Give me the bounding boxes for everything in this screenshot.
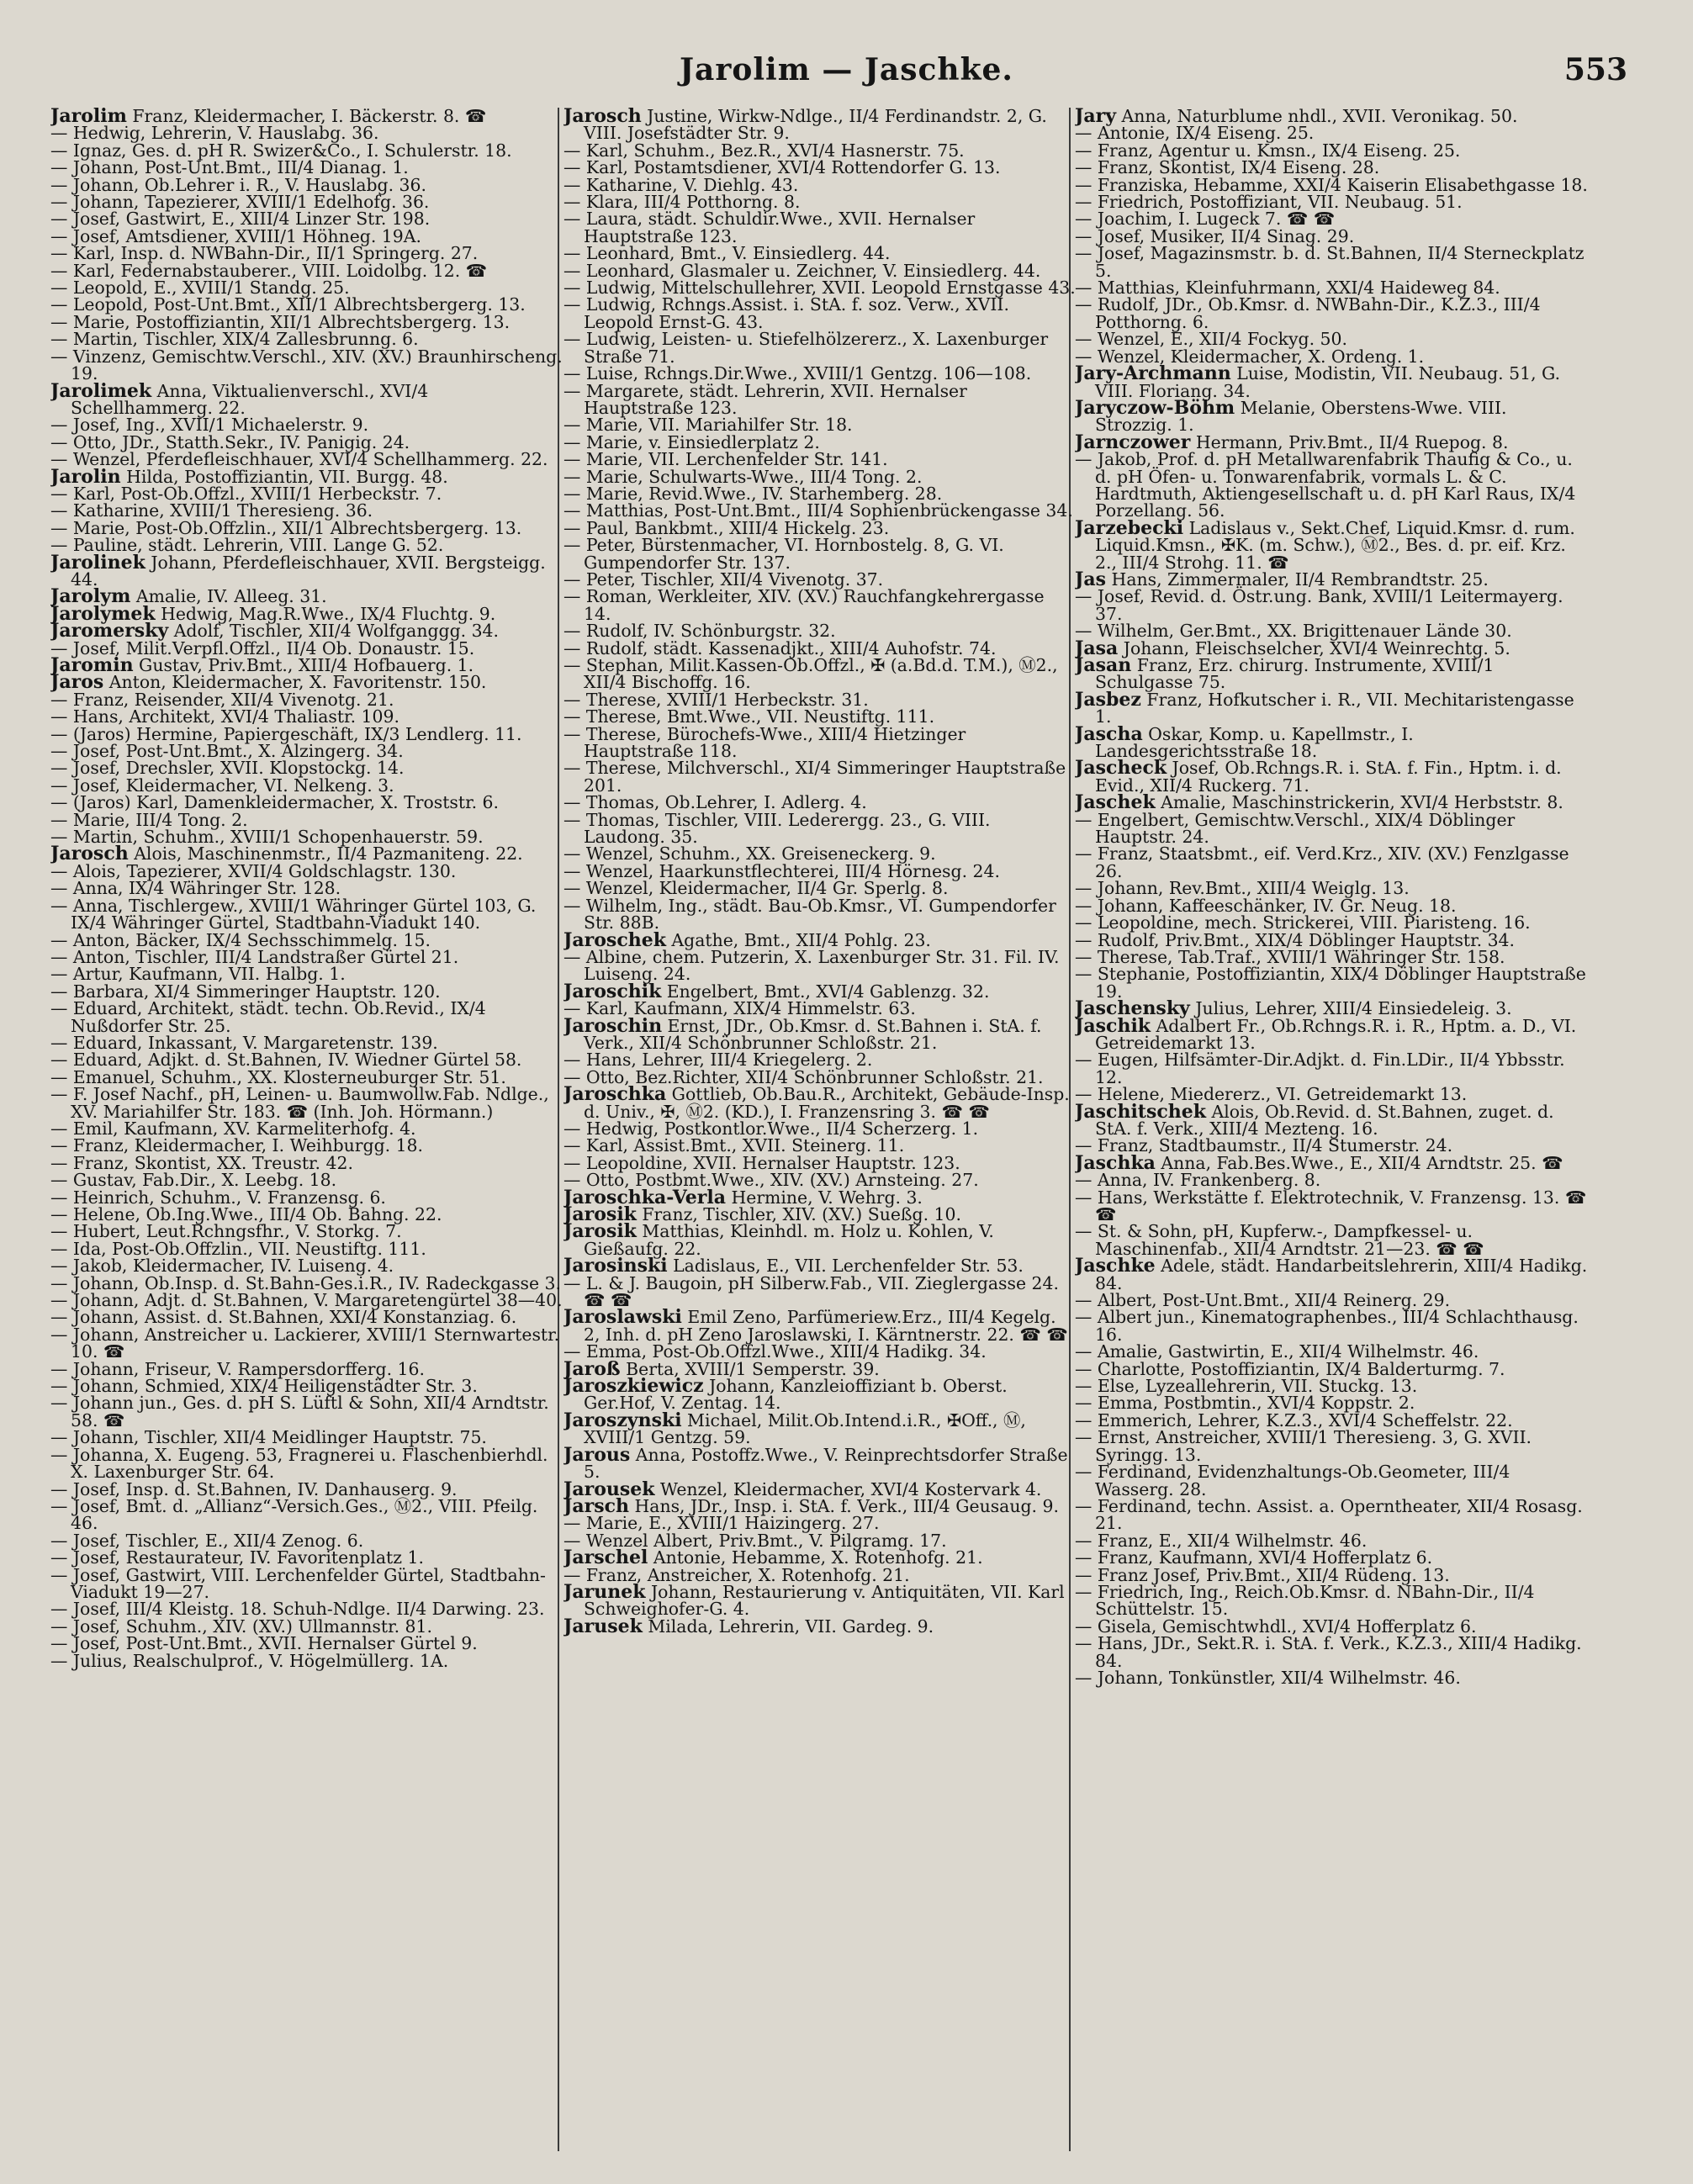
directory-entry: — Ida, Post-Ob.Offzlin., VII. Neustiftg. 111. [50, 1238, 426, 1259]
directory-entry: — Margarete, städt. Lehrerin, XVII. Hernalser Hauptstraße 123. [563, 380, 967, 418]
directory-entry: Jaschensky Julius, Lehrer, XIII/4 Einsiedeleig. 3. [1075, 997, 1512, 1020]
directory-entry: — Martin, Schuhm., XVIII/1 Schopenhauerstr. 59. [50, 827, 484, 848]
surname-heading: Jarous [563, 1443, 631, 1466]
surname-heading: Jaryczow-Böhm [1075, 396, 1235, 419]
directory-entry: — Anna, IX/4 Währinger Str. 128. [50, 878, 341, 899]
directory-entry: — Klara, III/4 Potthorng. 8. [563, 192, 801, 213]
directory-entry: Jarolinek Johann, Pferdefleischhauer, XVII. Bergsteigg. 44. [50, 551, 546, 590]
directory-entry: Jaroschik Engelbert, Bmt., XVI/4 Gablenzg. 32. [563, 980, 990, 1002]
directory-entry: — Vinzenz, Gemischtw.Verschl., XIV. (XV.) Braunhirscheng. 19. [50, 346, 563, 384]
directory-entry: — Karl, Insp. d. NWBahn-Dir., II/1 Springerg. 27. [50, 243, 479, 264]
directory-entry: Jas Hans, Zimmermaler, II/4 Rembrandtstr. 25. [1075, 568, 1489, 590]
directory-entry: Jasbez Franz, Hofkutscher i. R., VII. Mechitaristengasse 1. [1075, 688, 1574, 727]
directory-entry: Jasa Johann, Fleischselcher, XVI/4 Weinrechtg. 5. [1075, 637, 1510, 659]
directory-entry: — Franz, Staatsbmt., eif. Verd.Krz., XIV. (XV.) Fenzlgasse 26. [1075, 843, 1569, 881]
directory-entry: — Gustav, Fab.Dir., X. Leebg. 18. [50, 1170, 337, 1191]
directory-entry: — Marie, III/4 Tong. 2. [50, 809, 248, 830]
directory-entry: Jaroschek Agathe, Bmt., XII/4 Pohlg. 23. [563, 928, 931, 951]
surname-heading: Jaschitschek [1075, 1100, 1206, 1123]
directory-entry: Jary-Archmann Luise, Modistin, VII. Neubaug. 51, G. VIII. Floriang. 34. [1075, 362, 1561, 401]
directory-entry: Jarosinski Ladislaus, E., VII. Lerchenfelder Str. 53. [563, 1255, 1024, 1277]
surname-heading: Jarnczower [1075, 431, 1191, 453]
directory-entry: Jaromin Gustav, Priv.Bmt., XIII/4 Hofbauerg. 1. [50, 654, 474, 676]
surname-heading: Jarolym [50, 585, 131, 608]
directory-entry: Jaroschka Gottlieb, Ob.Bau.R., Architekt, Gebäude-Insp. d. Univ., ✠, Ⓜ2. (KD.), I. Franzensring 3. ☎ ☎ [563, 1083, 1070, 1122]
directory-entry: — Martin, Tischler, XIX/4 Zallesbrunng. 6. [50, 329, 419, 350]
directory-entry: — Ludwig, Leisten- u. Stiefelhölzererz., X. Laxenburger Straße 71. [563, 329, 1049, 367]
directory-entry: — Johann, Schmied, XIX/4 Heiligenstädter Str. 3. [50, 1376, 478, 1397]
surname-heading: Jaroß [563, 1357, 621, 1380]
surname-heading: Jarsch [563, 1494, 630, 1517]
directory-entry: — Stephanie, Postoffiziantin, XIX/4 Döblinger Hauptstraße 19. [1075, 964, 1586, 1002]
surname-heading: Jasbez [1075, 688, 1141, 711]
directory-entry: — Ludwig, Rchngs.Assist. i. StA. f. soz. Verw., XVII. Leopold Ernst-G. 43. [563, 294, 1009, 332]
directory-entry: — Ernst, Anstreicher, XVIII/1 Theresieng. 3, G. XVII. Syringg. 13. [1075, 1427, 1532, 1465]
surname-heading: Jarosch [50, 843, 129, 865]
surname-heading: Jarolin [50, 465, 121, 488]
directory-entry: — Josef, Gastwirt, E., XIII/4 Linzer Str. 198. [50, 209, 431, 230]
surname-heading: Jarolinek [50, 551, 145, 574]
directory-entry: — Barbara, XI/4 Simmeringer Hauptstr. 120. [50, 981, 441, 1002]
directory-entry: — Hans, Lehrer, III/4 Kriegelerg. 2. [563, 1050, 873, 1071]
directory-entry: — Marie, Postoffiziantin, XII/1 Albrechtsbergerg. 13. [50, 311, 511, 332]
directory-entry: — Karl, Post-Ob.Offzl., XVIII/1 Herbeckstr. 7. [50, 483, 442, 504]
directory-entry: — Artur, Kaufmann, VII. Halbg. 1. [50, 964, 346, 985]
directory-entry: — Hans, Architekt, XVI/4 Thaliastr. 109. [50, 706, 399, 727]
directory-entry: — Joachim, I. Lugeck 7. ☎ ☎ [1075, 209, 1336, 230]
directory-entry: — Johann, Ob.Lehrer i. R., V. Hauslabg. 36. [50, 174, 426, 195]
directory-entry: — Leonhard, Bmt., V. Einsiedlerg. 44. [563, 243, 891, 264]
directory-entry: — Marie, v. Einsiedlerplatz 2. [563, 431, 820, 452]
directory-entry: Jaschka Anna, Fab.Bes.Wwe., E., XII/4 Arndtstr. 25. ☎ [1075, 1151, 1563, 1174]
directory-entry: Jascheck Josef, Ob.Rchngs.R. i. StA. f. Fin., Hptm. i. d. Evid., XII/4 Ruckerg. 71. [1075, 757, 1562, 796]
directory-entry: — Heinrich, Schuhm., V. Franzensg. 6. [50, 1187, 386, 1208]
directory-entry: — Emanuel, Schuhm., XX. Klosterneuburger Str. 51. [50, 1066, 506, 1087]
directory-entry: — Anna, IV. Frankenberg. 8. [1075, 1170, 1321, 1191]
surname-heading: Jaroszynski [563, 1409, 682, 1431]
directory-entry: — Franz, Reisender, XII/4 Vivenotg. 21. [50, 689, 394, 710]
directory-entry: — Peter, Tischler, XII/4 Vivenotg. 37. [563, 568, 884, 590]
directory-entry: Jary Anna, Naturblume nhdl., XVII. Veronikag. 50. [1075, 108, 1588, 124]
directory-entry: — Marie, Revid.Wwe., IV. Starhemberg. 28. [563, 483, 943, 504]
directory-entry: — Marie, VII. Lerchenfelder Str. 141. [563, 449, 888, 470]
directory-entry: — Else, Lyzeallehrerin, VII. Stuckg. 13. [1075, 1376, 1418, 1397]
directory-entry: — Ferdinand, Evidenzhaltungs-Ob.Geometer, III/4 Wasserg. 28. [1075, 1462, 1510, 1499]
directory-entry: Jarschel Antonie, Hebamme, X. Rotenhofg. 21. [563, 1547, 983, 1569]
directory-entry: — Franziska, Hebamme, XXI/4 Kaiserin Elisabethgasse 18. [1075, 174, 1588, 195]
directory-entry: Jarunek Johann, Restaurierung v. Antiquitäten, VII. Karl Schweighofer-G. 4. [563, 1580, 1065, 1620]
directory-entry: — Therese, XVIII/1 Herbeckstr. 31. [563, 689, 869, 710]
surname-heading: Jaschka [1075, 1151, 1156, 1174]
column-left [50, 108, 563, 2160]
directory-entry: — Wilhelm, Ger.Bmt., XX. Brigittenauer Lände 30. [1075, 621, 1512, 642]
directory-entry: Jaschik Adalbert Fr., Ob.Rchngs.R. i. R., Hptm. a. D., VI. Getreidemarkt 13. [1075, 1014, 1577, 1053]
directory-entry: Jarnczower Hermann, Priv.Bmt., II/4 Ruepog. 8. [1075, 431, 1509, 453]
directory-entry: — Wenzel, Haarkunstflechterei, III/4 Hörnesg. 24. [563, 860, 1000, 881]
directory-entry: Jaroszkiewicz Johann, Kanzleioffiziant b. Oberst. Ger.Hof, V. Zentag. 14. [563, 1375, 1008, 1414]
directory-entry: — Josef, Revid. d. Östr.ung. Bank, XVIII/1 Leitermayerg. 37. [1075, 586, 1563, 624]
directory-entry: — Albert jun., Kinematographenbes., III/4 Schlachthausg. 16. [1075, 1307, 1579, 1345]
directory-entry: — Johann, Anstreicher u. Lackierer, XVIII/1 Sternwartestr. 10. ☎ [50, 1324, 560, 1362]
directory-entry: — Josef, Musiker, II/4 Sinag. 29. [1075, 225, 1355, 246]
directory-entry: — Luise, Rchngs.Dir.Wwe., XVIII/1 Gentzg. 106—108. [563, 363, 1032, 384]
directory-entry: — Johann, Friseur, V. Rampersdorfferg. 16. [50, 1358, 425, 1379]
surname-heading: Jaromin [50, 654, 134, 676]
surname-heading: Jaromersky [50, 620, 169, 643]
surname-heading: Jarousek [563, 1478, 655, 1500]
directory-entry: — Hubert, Leut.Rchngsfhr., V. Storkg. 7. [50, 1221, 402, 1242]
directory-entry: — Leopoldine, XVII. Hernalser Hauptstr. 123. [563, 1152, 960, 1173]
directory-entry: — Gisela, Gemischtwhdl., XVI/4 Hofferplatz 6. [1075, 1616, 1477, 1637]
directory-entry: — Josef, Restaurateur, IV. Favoritenplatz 1. [50, 1547, 424, 1568]
directory-entry: — Charlotte, Postoffiziantin, IX/4 Balderturmg. 7. [1075, 1358, 1505, 1379]
directory-entry: Jaschitschek Alois, Ob.Revid. d. St.Bahnen, zuget. d. StA. f. Verk., XIII/4 Mezteng. 16. [1075, 1100, 1554, 1139]
directory-entry: — Wenzel, Schuhm., XX. Greiseneckerg. 9. [563, 843, 936, 865]
directory-entry: — Otto, JDr., Statth.Sekr., IV. Panigig. 24. [50, 431, 410, 452]
directory-entry: — Hedwig, Postkontlor.Wwe., II/4 Scherzerg. 1. [563, 1118, 979, 1139]
directory-entry: — Therese, Bmt.Wwe., VII. Neustiftg. 111. [563, 706, 935, 727]
surname-heading: Jas [1075, 568, 1107, 590]
directory-entry: — Albine, chem. Putzerin, X. Laxenburger Str. 31. Fil. IV. Luiseng. 24. [563, 946, 1060, 985]
directory-entry: Jaros Anton, Kleidermacher, X. Favoritenstr. 150. [50, 671, 487, 694]
directory-entry: — Josef, Milit.Verpfl.Offzl., II/4 Ob. Donaustr. 15. [50, 637, 475, 658]
directory-entry: — Emil, Kaufmann, XV. Karmeliterhofg. 4. [50, 1118, 416, 1139]
directory-entry: — Wenzel Albert, Priv.Bmt., V. Pilgramg. 17. [563, 1530, 947, 1551]
directory-entry: — Pauline, städt. Lehrerin, VIII. Lange G. 52. [50, 535, 444, 556]
directory-entry: — Hans, JDr., Sekt.R. i. StA. f. Verk., K.Z.3., XIII/4 Hadikg. 84. [1075, 1633, 1582, 1671]
directory-entry: Jarzebecki Ladislaus v., Sekt.Chef, Liquid.Kmsr. d. rum. Liquid.Kmsn., ✠K. (m. Schw.), Ⓜ2., Bes. d. pr. eif. Krz. 2., III/4 Strohg. 11. ☎ [1075, 516, 1575, 573]
directory-entry: — Julius, Realschulprof., V. Högelmüllerg. 1A. [50, 1650, 449, 1671]
directory-entry: — Josef, Amtsdiener, XVIII/1 Höhneg. 19A. [50, 225, 421, 246]
directory-entry: — Franz, Skontist, IX/4 Eiseng. 28. [1075, 157, 1380, 178]
directory-entry: — Helene, Miedererz., VI. Getreidemarkt 13. [1075, 1084, 1468, 1105]
surname-heading: Jasan [1075, 654, 1132, 676]
directory-entry: — Leopold, E., XVIII/1 Standg. 25. [50, 278, 350, 299]
directory-entry: — Paul, Bankbmt., XIII/4 Hickelg. 23. [563, 517, 890, 538]
directory-entry: — Johann, Tapezierer, XVIII/1 Edelhofg. 36. [50, 192, 430, 213]
directory-entry: Jarosch Alois, Maschinenmstr., II/4 Pazmaniteng. 22. [50, 843, 523, 865]
surname-heading: Jaroslawski [563, 1306, 682, 1329]
directory-entry: — Karl, Federnabstauberer., VIII. Loidolbg. 12. ☎ [50, 260, 488, 281]
directory-entry: — Josef, Post-Unt.Bmt., XVII. Hernalser Gürtel 9. [50, 1633, 478, 1654]
directory-entry: — Leopold, Post-Unt.Bmt., XII/1 Albrechtsbergerg. 13. [50, 294, 526, 315]
directory-entry: — Wilhelm, Ing., städt. Bau-Ob.Kmsr., VI. Gumpendorfer Str. 88B. [563, 895, 1056, 933]
directory-entry: — Franz, Skontist, XX. Treustr. 42. [50, 1152, 353, 1173]
directory-entry: — Jakob, Kleidermacher, IV. Luiseng. 4. [50, 1256, 394, 1277]
directory-entry: — F. Josef Nachf., pH, Leinen- u. Baumwollw.Fab. Ndlge., XV. Mariahilfer Str. 183. ☎ (Inh. Joh. Hörmann.) [50, 1084, 549, 1122]
directory-entry: — Josef, Kleidermacher, VI. Nelkeng. 3. [50, 775, 394, 796]
surname-heading: Jary [1075, 108, 1117, 127]
directory-entry: — Karl, Postamtsdiener, XVI/4 Rottendorfer G. 13. [563, 157, 1001, 178]
directory-entry: — Marie, E., XVIII/1 Haizingerg. 27. [563, 1513, 880, 1534]
directory-entry: — Josef, Drechsler, XVII. Klopstockg. 14. [50, 758, 405, 779]
directory-entry: — Katharine, XVIII/1 Theresieng. 36. [50, 500, 373, 521]
directory-entry: Jarolin Hilda, Postoffiziantin, VII. Burgg. 48. [50, 465, 448, 488]
surname-heading: Jaschek [1075, 791, 1156, 814]
surname-heading: Jaroschin [563, 1014, 663, 1037]
surname-heading: Jaros [50, 671, 104, 694]
surname-heading: Jaroschek [563, 928, 666, 951]
directory-entry: Jaroslawski Emil Zeno, Parfümeriew.Erz., III/4 Kegelg. 2, Inh. d. pH Zeno Jaroslawski, I. Kärntnerstr. 22. ☎ ☎ [563, 1306, 1068, 1345]
directory-entry: — Ferdinand, techn. Assist. a. Operntheater, XII/4 Rosasg. 21. [1075, 1495, 1583, 1534]
directory-entry: — Friedrich, Ing., Reich.Ob.Kmsr. d. NBahn-Dir., II/4 Schüttelstr. 15. [1075, 1581, 1535, 1620]
directory-entry: — Matthias, Post-Unt.Bmt., III/4 Sophienbrückengasse 34. [563, 500, 1073, 521]
directory-entry: — Wenzel, Kleidermacher, X. Ordeng. 1. [1075, 346, 1425, 367]
directory-entry: — Stephan, Milit.Kassen-Ob.Offzl., ✠ (a.Bd.d. T.M.), Ⓜ2., XII/4 Bischoffg. 16. [563, 655, 1058, 693]
surname-heading: Jaschensky [1075, 997, 1190, 1020]
surname-heading: Jarolymek [50, 602, 156, 625]
directory-entry: — Josef, Magazinsmstr. b. d. St.Bahnen, II/4 Sterneckplatz 5. [1075, 243, 1585, 281]
directory-entry: Jarosik Matthias, Kleinhdl. m. Holz u. Kohlen, V. Gießaufg. 22. [563, 1220, 994, 1259]
directory-entry: — Wenzel, Kleidermacher, II/4 Gr. Sperlg. 8. [563, 878, 949, 899]
directory-entry: Jarusek Milada, Lehrerin, VII. Gardeg. 9. [563, 1615, 934, 1637]
surname-heading: Jaschke [1075, 1255, 1156, 1277]
directory-entry: Jaschek Amalie, Maschinstrickerin, XVI/4 Herbststr. 8. [1075, 791, 1563, 814]
directory-entry: — Josef, Ing., XVII/1 Michaelerstr. 9. [50, 415, 369, 436]
surname-heading: Jarunek [563, 1580, 646, 1603]
directory-entry: — Thomas, Tischler, VIII. Lederergg. 23., G. VIII. Laudong. 35. [563, 809, 991, 848]
directory-entry: — Rudolf, JDr., Ob.Kmsr. d. NWBahn-Dir., K.Z.3., III/4 Potthorng. 6. [1075, 294, 1541, 332]
surname-heading: Jarosinski [563, 1255, 668, 1277]
surname-heading: Jarusek [563, 1615, 643, 1637]
directory-entry: — Johann, Ob.Insp. d. St.Bahn-Ges.i.R., IV. Radeckgasse 3. [50, 1272, 562, 1293]
directory-entry: — Anna, Tischlergew., XVIII/1 Währinger Gürtel 103, G. IX/4 Währinger Gürtel, Stadtbahn-Viadukt 140. [50, 895, 537, 933]
directory-entry: — Marie, Post-Ob.Offzlin., XII/1 Albrechtsbergerg. 13. [50, 517, 522, 538]
directory-entry: — Eduard, Architekt, städt. techn. Ob.Revid., IX/4 Nußdorfer Str. 25. [50, 998, 486, 1036]
directory-entry: — Therese, Tab.Traf., XVIII/1 Währinger Str. 158. [1075, 946, 1505, 967]
directory-entry: Jarous Anna, Postoffz.Wwe., V. Reinprechtsdorfer Straße 5. [563, 1443, 1068, 1483]
directory-entry: — Katharine, V. Diehlg. 43. [563, 174, 799, 195]
surname-heading: Jasa [1075, 637, 1119, 659]
directory-entry: — Matthias, Kleinfuhrmann, XXI/4 Haideweg 84. [1075, 278, 1500, 299]
directory-entry: — Josef, Gastwirt, VIII. Lerchenfelder Gürtel, Stadtbahn-Viadukt 19—27. [50, 1564, 546, 1602]
directory-entry: — Therese, Bürochefs-Wwe., XIII/4 Hietzinger Hauptstraße 118. [563, 723, 966, 762]
directory-entry: Jasan Franz, Erz. chirurg. Instrumente, XVIII/1 Schulgasse 75. [1075, 654, 1495, 693]
directory-entry: — Franz Josef, Priv.Bmt., XII/4 Rüdeng. 13. [1075, 1564, 1450, 1585]
directory-entry: — Johann, Adjt. d. St.Bahnen, V. Margaretengürtel 38—40. [50, 1290, 563, 1311]
directory-entry: — Peter, Bürstenmacher, VI. Hornbostelg. 8, G. VI. Gumpendorfer Str. 137. [563, 535, 1004, 573]
surname-heading: Jarosik [563, 1220, 637, 1243]
directory-entry: — Anton, Bäcker, IX/4 Sechsschimmelg. 15. [50, 929, 431, 950]
directory-entry: — Johann, Rev.Bmt., XIII/4 Weiglg. 13. [1075, 878, 1410, 899]
directory-entry: — Helene, Ob.Ing.Wwe., III/4 Ob. Bahng. 22. [50, 1204, 442, 1224]
surname-heading: Jarosch [563, 108, 642, 127]
directory-entry: — Marie, VII. Mariahilfer Str. 18. [563, 415, 853, 436]
surname-heading: Jascha [1075, 722, 1143, 745]
directory-entry: — Wenzel, Pferdefleischhauer, XVI/4 Schellhammerg. 22. [50, 449, 548, 470]
surname-heading: Jaroschik [563, 980, 662, 1002]
directory-entry: — (Jaros) Karl, Damenkleidermacher, X. Troststr. 6. [50, 792, 500, 813]
directory-entry: — Franz, Kleidermacher, I. Weihburgg. 18. [50, 1135, 424, 1156]
directory-entry: — Hans, Werkstätte f. Elektrotechnik, V. Franzensg. 13. ☎ ☎ [1075, 1187, 1587, 1224]
directory-entry: — Roman, Werkleiter, XIV. (XV.) Rauchfangkehrergasse 14. [563, 586, 1045, 624]
directory-entry: — Johann, Assist. d. St.Bahnen, XXI/4 Konstanziag. 6. [50, 1307, 517, 1328]
directory-entry: Jarolymek Hedwig, Mag.R.Wwe., IX/4 Fluchtg. 9. [50, 602, 496, 625]
directory-entry: — Otto, Bez.Richter, XII/4 Schönbrunner Schloßstr. 21. [563, 1066, 1044, 1087]
directory-entry: — Josef, Insp. d. St.Bahnen, IV. Danhauserg. 9. [50, 1478, 458, 1499]
directory-entry: — Wenzel, E., XII/4 Fockyg. 50. [1075, 329, 1347, 350]
directory-entry: — Eugen, Hilfsämter-Dir.Adjkt. d. Fin.LDir., II/4 Ybbsstr. 12. [1075, 1050, 1565, 1087]
surname-heading: Jarolim [50, 108, 127, 127]
directory-entry: — Alois, Tapezierer, XVII/4 Goldschlagstr. 130. [50, 860, 457, 881]
surname-heading: Jarosik [563, 1203, 637, 1225]
directory-entry: Jaromersky Adolf, Tischler, XII/4 Wolfganggg. 34. [50, 620, 500, 643]
directory-entry: Jaroschka-Verla Hermine, V. Wehrg. 3. [563, 1186, 923, 1208]
directory-entry: — Johann, Tischler, XII/4 Meidlinger Hauptstr. 75. [50, 1427, 487, 1448]
surname-heading: Jarzebecki [1075, 516, 1184, 539]
directory-entry: Jascha Oskar, Komp. u. Kapellmstr., I. Landesgerichtsstraße 18. [1075, 722, 1414, 762]
directory-entry: — Friedrich, Postoffiziant, VII. Neubaug. 51. [1075, 192, 1463, 213]
directory-entry: — Ludwig, Mittelschullehrer, XVII. Leopold Ernstgasse 43. [563, 278, 1076, 299]
directory-entry: — Eduard, Inkassant, V. Margaretenstr. 139. [50, 1032, 438, 1053]
surname-heading: Jaroschka-Verla [563, 1186, 726, 1208]
directory-entry: — Johann, Post-Unt.Bmt., III/4 Dianag. 1. [50, 157, 409, 178]
directory-entry: — Marie, Schulwarts-Wwe., III/4 Tong. 2. [563, 466, 923, 487]
directory-entry: — Josef, III/4 Kleistg. 18. Schuh-Ndlge. II/4 Darwing. 23. [50, 1599, 545, 1620]
directory-entry: — Franz, Stadtbaumstr., II/4 Stumerstr. 24. [1075, 1135, 1453, 1156]
page-header [0, 52, 1693, 103]
surname-heading: Jary-Archmann [1075, 362, 1231, 385]
directory-entry: — Josef, Tischler, E., XII/4 Zenog. 6. [50, 1530, 364, 1551]
directory-entry: — Otto, Postbmt.Wwe., XIV. (XV.) Arnsteing. 27. [563, 1170, 979, 1191]
column-middle [563, 108, 1077, 2160]
directory-entry: — Rudolf, Priv.Bmt., XIX/4 Döblinger Hauptstr. 34. [1075, 929, 1516, 950]
directory-entry: — Eduard, Adjkt. d. St.Bahnen, IV. Wiedner Gürtel 58. [50, 1050, 522, 1071]
directory-entry: — Karl, Schuhm., Bez.R., XVI/4 Hasnerstr. 75. [563, 140, 965, 161]
surname-heading: Jaschik [1075, 1014, 1151, 1037]
directory-entry: — Anton, Tischler, III/4 Landstraßer Gürtel 21. [50, 946, 459, 967]
surname-heading: Jarolimek [50, 379, 152, 402]
directory-entry: — Engelbert, Gemischtw.Verschl., XIX/4 Döblinger Hauptstr. 24. [1075, 809, 1516, 848]
directory-entry: — Leonhard, Glasmaler u. Zeichner, V. Einsiedlerg. 44. [563, 260, 1041, 281]
directory-entry: Jarolim Franz, Kleidermacher, I. Bäckerstr. 8. ☎ [50, 108, 563, 124]
directory-entry: — Leopoldine, mech. Strickerei, VIII. Piaristeng. 16. [1075, 912, 1531, 933]
directory-entry: Jaryczow-Böhm Melanie, Oberstens-Wwe. VIII. Strozzig. 1. [1075, 396, 1507, 436]
directory-entry: — Albert, Post-Unt.Bmt., XII/4 Reinerg. 29. [1075, 1290, 1451, 1311]
directory-entry: — Rudolf, städt. Kassenadjkt., XIII/4 Auhofstr. 74. [563, 637, 997, 658]
page-number: 553 [1563, 52, 1627, 87]
directory-entry: Jaroß Berta, XVIII/1 Semperstr. 39. [563, 1357, 880, 1380]
directory-entry: Jarsch Hans, JDr., Insp. i. StA. f. Verk., III/4 Geusaug. 9. [563, 1494, 1059, 1517]
directory-entry: — Therese, Milchverschl., XI/4 Simmeringer Hauptstraße 201. [563, 758, 1066, 796]
surname-heading: Jarschel [563, 1547, 648, 1569]
directory-entry: — Franz, Agentur u. Kmsn., IX/4 Eiseng. 25. [1075, 140, 1461, 161]
column-right [1075, 108, 1588, 2160]
directory-entry: — Karl, Assist.Bmt., XVII. Steinerg. 11. [563, 1135, 905, 1156]
directory-entry: — Laura, städt. Schuldir.Wwe., XVII. Hernalser Hauptstraße 123. [563, 209, 976, 246]
directory-entry: — Johann, Kaffeeschänker, IV. Gr. Neug. 18. [1075, 895, 1457, 916]
directory-entry: — Josef, Post-Unt.Bmt., X. Alzingerg. 34. [50, 741, 404, 762]
surname-heading: Jascheck [1075, 757, 1167, 780]
directory-entry: — Johanna, X. Eugeng. 53, Fragnerei u. Flaschenbierhdl. X. Laxenburger Str. 64. [50, 1444, 548, 1483]
directory-entry: — Hedwig, Lehrerin, V. Hauslabg. 36. [50, 123, 379, 144]
directory-entry: Jaroszynski Michael, Milit.Ob.Intend.i.R., ✠Off., Ⓜ, XVIII/1 Gentzg. 59. [563, 1409, 1026, 1448]
directory-entry: — Johann, Tonkünstler, XII/4 Wilhelmstr. 46. [1075, 1667, 1461, 1688]
page-title: Jarolim — Jaschke. [680, 52, 1013, 87]
surname-heading: Jaroschka [563, 1083, 667, 1106]
directory-entry: — (Jaros) Hermine, Papiergeschäft, IX/3 Lendlerg. 11. [50, 723, 522, 744]
directory-entry: — L. & J. Baugoin, pH Silberw.Fab., VII. Zieglergasse 24. ☎ ☎ [563, 1272, 1059, 1311]
directory-entry: — Rudolf, IV. Schönburgstr. 32. [563, 621, 836, 642]
directory-entry: — Jakob, Prof. d. pH Metallwarenfabrik Thaufig & Co., u. d. pH Öfen- u. Tonwarenfabrik, vormals L. & C. Hardtmuth, Aktiengesellschaft u. d. pH Karl Raus, IX/4 Porzellang. 56. [1075, 449, 1576, 521]
directory-entry: — Emma, Post-Ob.Offzl.Wwe., XIII/4 Hadikg. 34. [563, 1341, 987, 1362]
directory-entry: — Antonie, IX/4 Eiseng. 25. [1075, 123, 1315, 144]
directory-entry: — Franz, Kaufmann, XVI/4 Hofferplatz 6. [1075, 1547, 1433, 1568]
directory-entry: — St. & Sohn, pH, Kupferw.-, Dampfkessel- u. Maschinenfab., XII/4 Arndtstr. 21—23. ☎ ☎ [1075, 1221, 1484, 1259]
directory-entry: — Emmerich, Lehrer, K.Z.3., XVI/4 Scheffelstr. 22. [1075, 1409, 1513, 1430]
directory-entry: — Karl, Kaufmann, XIX/4 Himmelstr. 63. [563, 998, 916, 1019]
directory-entry: Jaroschin Ernst, JDr., Ob.Kmsr. d. St.Bahnen i. StA. f. Verk., XII/4 Schönbrunner Schloßstr. 21. [563, 1014, 1042, 1053]
directory-entry: — Amalie, Gastwirtin, E., XII/4 Wilhelmstr. 46. [1075, 1341, 1479, 1362]
directory-entry: Jaschke Adele, städt. Handarbeitslehrerin, XIII/4 Hadikg. 84. [1075, 1255, 1588, 1293]
directory-entry: — Franz, E., XII/4 Wilhelmstr. 46. [1075, 1530, 1368, 1551]
directory-entry: — Franz, Anstreicher, X. Rotenhofg. 21. [563, 1564, 910, 1585]
directory-entry: Jarosch Justine, Wirkw-Ndlge., II/4 Ferdinandstr. 2, G. VIII. Josefstädter Str. 9. [563, 108, 1077, 142]
directory-entry: — Josef, Schuhm., XIV. (XV.) Ullmannstr. 81. [50, 1616, 432, 1637]
directory-entry: — Johann jun., Ges. d. pH S. Lüftl & Sohn, XII/4 Arndtstr. 58. ☎ [50, 1393, 549, 1430]
directory-entry: Jarosik Franz, Tischler, XIV. (XV.) Sueßg. 10. [563, 1203, 961, 1225]
directory-entry: — Ignaz, Ges. d. pH R. Swizer&Co., I. Schulerstr. 18. [50, 140, 512, 161]
surname-heading: Jaroszkiewicz [563, 1375, 704, 1398]
directory-entry: Jarolimek Anna, Viktualienverschl., XVI/4 Schellhammerg. 22. [50, 379, 429, 418]
directory-entry: Jarousek Wenzel, Kleidermacher, XVI/4 Kostervark 4. [563, 1478, 1042, 1500]
directory-entry: Jarolym Amalie, IV. Alleeg. 31. [50, 585, 327, 608]
directory-entry: — Emma, Postbmtin., XVI/4 Koppstr. 2. [1075, 1393, 1415, 1414]
directory-entry: — Josef, Bmt. d. „Allianz“-Versich.Ges., Ⓜ2., VIII. Pfeilg. 46. [50, 1495, 538, 1534]
directory-entry: — Thomas, Ob.Lehrer, I. Adlerg. 4. [563, 792, 867, 813]
